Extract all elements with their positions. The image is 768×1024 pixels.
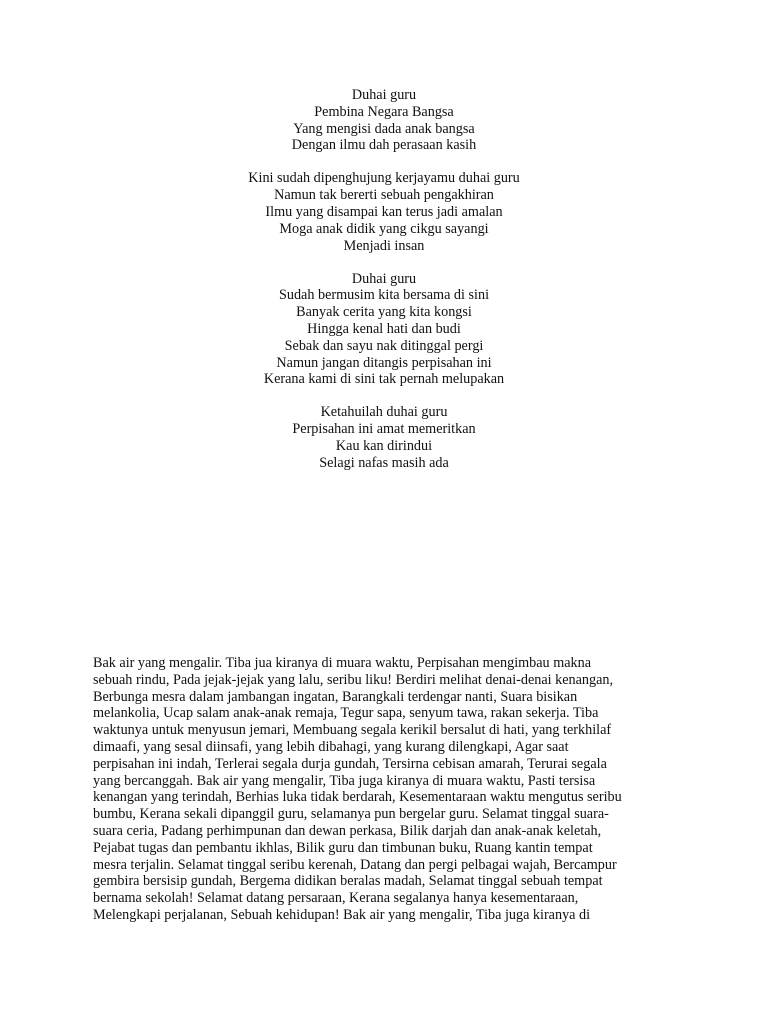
poem-line: Namun tak bererti sebuah pengakhiran (274, 187, 494, 204)
prose-line: melankolia, Ucap salam anak-anak remaja, Tegur sapa, senyum tawa, rakan sekerja. Tiba (93, 705, 599, 722)
poem-stanza-3 (0, 271, 768, 389)
poem-line: Pembina Negara Bangsa (314, 103, 454, 120)
prose-line: perpisahan ini indah, Terlerai segala durja gundah, Tersirna cebisan amarah, Terurai segala (93, 755, 607, 772)
poem-line: Perpisahan ini amat memeritkan (292, 421, 476, 438)
poem-line: Ilmu yang disampai kan terus jadi amalan (265, 203, 503, 220)
prose-line: Pejabat tugas dan pembantu ikhlas, Bilik guru dan timbunan buku, Ruang kantin tempat (93, 839, 593, 856)
poem-line: Namun jangan ditangis perpisahan ini (276, 354, 492, 371)
prose-line: yang bercanggah. Bak air yang mengalir, Tiba juga kiranya di muara waktu, Pasti tersisa (93, 772, 596, 789)
poem-line: Sebak dan sayu nak ditinggal pergi (284, 337, 484, 354)
prose-line: Berbunga mesra dalam jambangan ingatan, Barangkali terdengar nanti, Suara bisikan (93, 688, 578, 705)
poem-line: Selagi nafas masih ada (319, 454, 449, 471)
poem-line: Banyak cerita yang kita kongsi (296, 304, 472, 321)
poem-block (0, 87, 768, 488)
poem-stanza-4 (0, 404, 768, 471)
prose-line: bumbu, Kerana sekali dipanggil guru, selamanya pun bergelar guru. Selamat tinggal suara- (93, 806, 609, 823)
poem-line: Ketahuilah duhai guru (320, 404, 448, 421)
prose-line: dimaafi, yang sesal diinsafi, yang lebih dibahagi, yang kurang dilengkapi, Agar saat (93, 738, 569, 755)
poem-line: Moga anak didik yang cikgu sayangi (279, 220, 489, 237)
prose-line: Melengkapi perjalanan, Sebuah kehidupan! Bak air yang mengalir, Tiba juga kiranya di (93, 906, 591, 923)
poem-line: Dengan ilmu dah perasaan kasih (291, 137, 477, 154)
prose-line: kenangan yang terindah, Berhias luka tidak berdarah, Kesementaraan waktu mengutus seribu (93, 789, 622, 806)
poem-line: Yang mengisi dada anak bangsa (293, 120, 475, 137)
prose-line: suara ceria, Padang perhimpunan dan dewan perkasa, Bilik darjah dan anak-anak keletah, (93, 822, 602, 839)
poem-line: Kau kan dirindui (335, 437, 433, 454)
prose-line: sebuah rindu, Pada jejak-jejak yang lalu, seribu liku! Berdiri melihat denai-denai kenangan, (93, 671, 614, 688)
poem-stanza-1 (0, 87, 768, 154)
prose-line: gembira bersisip gundah, Bergema didikan beralas madah, Selamat tinggal sebuah tempat (93, 873, 603, 890)
prose-line: mesra terjalin. Selamat tinggal seribu kerenah, Datang dan pergi pelbagai wajah, Bercampur (93, 856, 617, 873)
poem-line: Duhai guru (351, 87, 417, 103)
prose-line: Bak air yang mengalir. Tiba jua kiranya di muara waktu, Perpisahan mengimbau makna (93, 655, 592, 671)
poem-line: Sudah bermusim kita bersama di sini (278, 287, 490, 304)
poem-line: Menjadi insan (343, 237, 425, 254)
poem-line: Hingga kenal hati dan budi (307, 320, 461, 337)
poem-stanza-2 (0, 170, 768, 254)
poem-line: Kerana kami di sini tak pernah melupakan (263, 371, 505, 388)
poem-line: Duhai guru (351, 270, 417, 287)
poem-line: Kini sudah dipenghujung kerjayamu duhai guru (248, 170, 520, 187)
prose-paragraph (93, 655, 681, 924)
prose-line: waktunya untuk menyusun jemari, Membuang segala kerikil bersalut di hati, yang terkhilaf (93, 722, 612, 739)
prose-line: bernama sekolah! Selamat datang persaraan, Kerana segalanya hanya kesementaraan, (93, 890, 579, 907)
